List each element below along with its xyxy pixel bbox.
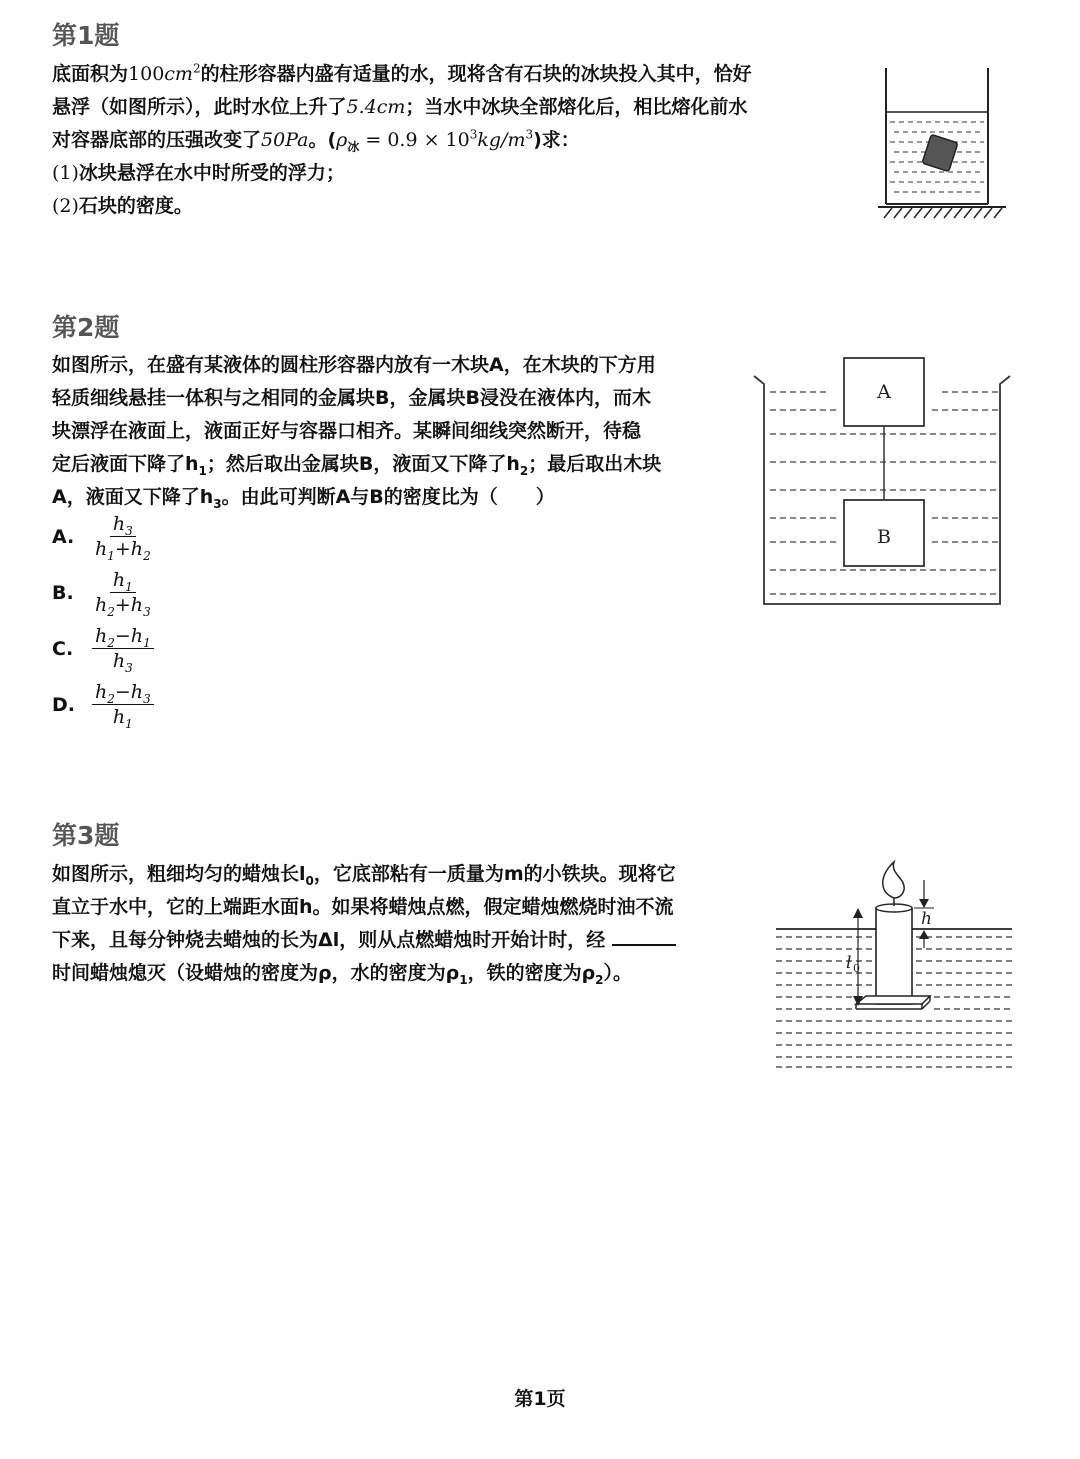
- q1-text: [52, 58, 752, 223]
- q1-sub1-number: (1): [52, 162, 79, 184]
- q2-subscript: 1: [198, 463, 207, 478]
- option-letter: B.: [52, 581, 74, 604]
- q3-candle-figure: [774, 856, 1016, 1070]
- q3-text-run: 下来，且每分钟烧去蜡烛的长为Δl，则从点燃蜡烛时开始计时，经: [52, 929, 606, 951]
- q1-area-value: 100: [128, 63, 165, 85]
- q1-text-run: 对容器底部的压强改变了: [52, 129, 262, 151]
- q3-iron-block: [856, 996, 930, 1004]
- q1-sub2-text: 石块的密度。: [78, 195, 193, 217]
- q1-text-run: ；当水中冰块全部熔化后，相比熔化前水: [405, 96, 748, 118]
- q2-text-run: ；然后取出金属块B，液面又下降了h: [206, 453, 520, 475]
- fraction-term: h: [95, 538, 108, 560]
- q3-subscript: 0: [305, 873, 314, 888]
- q2-option-b[interactable]: [52, 569, 154, 619]
- q3-text-run: ）。: [603, 962, 633, 984]
- q1-text-run: )求：: [533, 129, 580, 151]
- fraction-subscript: 3: [143, 604, 151, 619]
- q2-text-line: 轻质细线悬挂一体积与之相同的金属块B，金属块B浸没在液体内，而木: [52, 387, 651, 409]
- q3-title: 第3题: [52, 821, 120, 850]
- q2-subscript: 3: [213, 496, 222, 511]
- q3-text-run: ，它底部粘有一质量为m的小铁块。现将它: [313, 863, 676, 885]
- fraction-subscript: 2: [107, 604, 115, 619]
- q3-text-run: ，铁的密度为ρ: [467, 962, 596, 984]
- page-number: 第1页: [514, 1388, 566, 1410]
- q3-label-l0-subscript: 0: [853, 962, 860, 975]
- q2-text-run: 定后液面下降了h: [52, 453, 199, 475]
- q1-rho-value: = 0.9 × 10: [359, 129, 470, 151]
- q3-label-h: h: [921, 909, 932, 929]
- q1-ice-block: [922, 134, 958, 171]
- option-letter: C.: [52, 637, 74, 660]
- fraction-subscript: 2: [107, 691, 115, 706]
- q2-text-run: ；最后取出木块: [528, 453, 662, 475]
- q2-text-line: 如图所示，在盛有某液体的圆柱形容器内放有一木块A，在木块的下方用: [52, 354, 656, 376]
- fraction-subscript: 3: [125, 523, 133, 538]
- q3-answer-blank[interactable]: [612, 926, 676, 946]
- q2-option-c[interactable]: [52, 625, 154, 675]
- fraction-term: +h: [114, 594, 144, 616]
- q2-text-run: 。由此可判断A与B的密度比为（ ）: [221, 486, 555, 508]
- q1-sub2-number: (2): [52, 195, 79, 217]
- fraction-subscript: 3: [125, 660, 133, 675]
- q1-container-figure: [874, 64, 1014, 226]
- fraction-term: h: [95, 625, 108, 647]
- q1-text-run: 悬浮（如图所示），此时水位上升了: [52, 96, 347, 118]
- q3-flame: [883, 862, 904, 898]
- option-fraction: [92, 625, 154, 675]
- q3-text-run: 如图所示，粗细均匀的蜡烛长l: [52, 863, 306, 885]
- fraction-subscript: 2: [107, 635, 115, 650]
- q3-candle-body: [876, 908, 912, 1004]
- q1-rho-unit: kg/m: [477, 129, 526, 151]
- q1-title: 第1题: [52, 21, 120, 50]
- q1-area-unit: cm: [164, 63, 193, 85]
- q1-rho-unit-exponent: 3: [525, 127, 534, 142]
- q1-area-exponent: 2: [192, 61, 201, 76]
- q3-arrowhead: [919, 899, 929, 908]
- q1-pressure-value: 50Pa: [261, 129, 309, 151]
- fraction-subscript: 2: [143, 548, 151, 563]
- fraction-term: −h: [114, 625, 144, 647]
- q2-text: [52, 349, 661, 514]
- q2-label-a: A: [877, 381, 891, 403]
- fraction-term: +h: [114, 538, 144, 560]
- fraction-subscript: 1: [107, 548, 115, 563]
- q3-text-run: 时间蜡烛熄灭（设蜡烛的密度为ρ，水的密度为ρ: [52, 962, 460, 984]
- q2-label-b: B: [877, 526, 891, 548]
- q3-subscript: 2: [595, 972, 604, 987]
- q1-text-run: 的柱形容器内盛有适量的水，现将含有石块的冰块投入其中，恰好: [200, 63, 752, 85]
- q1-rise-value: 5.4cm: [346, 96, 406, 118]
- q2-container-figure: [752, 354, 1012, 610]
- q1-text-run: 。(: [308, 129, 337, 151]
- q2-option-a[interactable]: [52, 513, 154, 563]
- q1-text-run: 底面积为: [52, 63, 129, 85]
- option-fraction: [92, 513, 154, 563]
- q2-text-run: A，液面又下降了h: [52, 486, 214, 508]
- fraction-subscript: 3: [143, 691, 151, 706]
- fraction-term: h: [112, 706, 126, 728]
- q2-title: 第2题: [52, 313, 120, 342]
- q1-rho-exponent: 3: [469, 127, 478, 142]
- q3-text: [52, 858, 676, 990]
- q3-subscript: 1: [459, 972, 468, 987]
- fraction-term: h: [112, 513, 126, 535]
- option-letter: D.: [52, 693, 75, 716]
- fraction-term: −h: [114, 681, 144, 703]
- q2-subscript: 2: [519, 463, 529, 478]
- q3-arrowhead: [919, 930, 929, 939]
- fraction-term: h: [95, 681, 108, 703]
- q1-rho-subscript: 冰: [347, 139, 360, 154]
- q1-rho-symbol: ρ: [336, 129, 348, 151]
- fraction-term: h: [95, 594, 108, 616]
- option-fraction: [92, 569, 154, 619]
- q3-arrowhead: [853, 908, 863, 918]
- fraction-term: h: [112, 650, 126, 672]
- q3-label-l0: l: [846, 953, 852, 973]
- fraction-subscript: 1: [143, 635, 151, 650]
- fraction-subscript: 1: [125, 716, 133, 731]
- option-fraction: [92, 681, 154, 731]
- option-letter: A.: [52, 525, 75, 548]
- q2-text-line: 块漂浮在液面上，液面正好与容器口相齐。某瞬间细线突然断开，待稳: [52, 420, 642, 442]
- fraction-subscript: 1: [125, 579, 133, 594]
- q1-ground-hatching: [884, 208, 1002, 218]
- q2-option-d[interactable]: [52, 681, 154, 731]
- fraction-term: h: [112, 569, 126, 591]
- q1-sub1-text: 冰块悬浮在水中时所受的浮力；: [78, 162, 345, 184]
- q3-text-line: 直立于水中，它的上端距水面h。如果将蜡烛点燃，假定蜡烛燃烧时油不流: [52, 896, 674, 918]
